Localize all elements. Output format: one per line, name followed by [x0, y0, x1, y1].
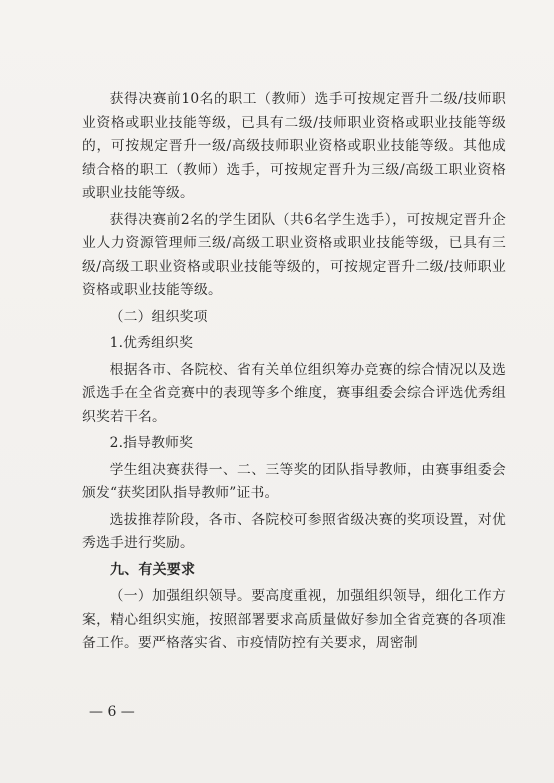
document-body	[82, 88, 506, 656]
paragraph-instructor-award: 学生组决赛获得一、二、三等奖的团队指导教师，由赛事组委会颁发“获奖团队指导教师”证书。	[82, 461, 506, 501]
paragraph-worker-promotion: 获得决赛前10名的职工（教师）选手可按规定晋升二级/技师职业资格或职业技能等级，已具有二级/技师职业资格或职业技能等级的，可按规定晋升一级/高级技师职业资格或职业技能等级。其他成绩合格的职工（教师）选手，可按规定晋升为三级/高级工职业资格或职业技能等级。	[82, 91, 506, 201]
paragraph-excellent-organization: 根据各市、各院校、省有关单位组织筹办竞赛的综合情况以及选派选手在全省竞赛中的表现等多个维度，赛事组委会综合评选优秀组织奖若干名。	[82, 361, 506, 425]
paragraph-selection-stage: 选拔推荐阶段，各市、各院校可参照省级决赛的奖项设置，对优秀选手进行奖励。	[82, 511, 506, 551]
paragraph-organization-leadership: （一）加强组织领导。要高度重视，加强组织领导，细化工作方案，精心组织实施，按照部署要求高质量做好参加全省竞赛的各项准备工作。要严格落实省、市疫情防控有关要求，周密制	[82, 588, 506, 651]
section-heading-requirements: 九、有关要求	[110, 561, 196, 578]
page-number: — 6 —	[89, 704, 135, 720]
subheading-excellent-organization: 1.优秀组织奖	[109, 335, 194, 351]
paragraph-student-promotion: 获得决赛前2名的学生团队（共6名学生选手），可按规定晋升企业人力资源管理师三级/高级工职业资格或职业技能等级，已具有三级/高级工职业资格或职业技能等级的，可按规定晋升二级/技师职业资格或职业技能等级。	[82, 211, 506, 298]
subheading-organization-awards: （二）组织奖项	[109, 308, 208, 325]
subheading-instructor-award: 2.指导教师奖	[109, 435, 194, 451]
